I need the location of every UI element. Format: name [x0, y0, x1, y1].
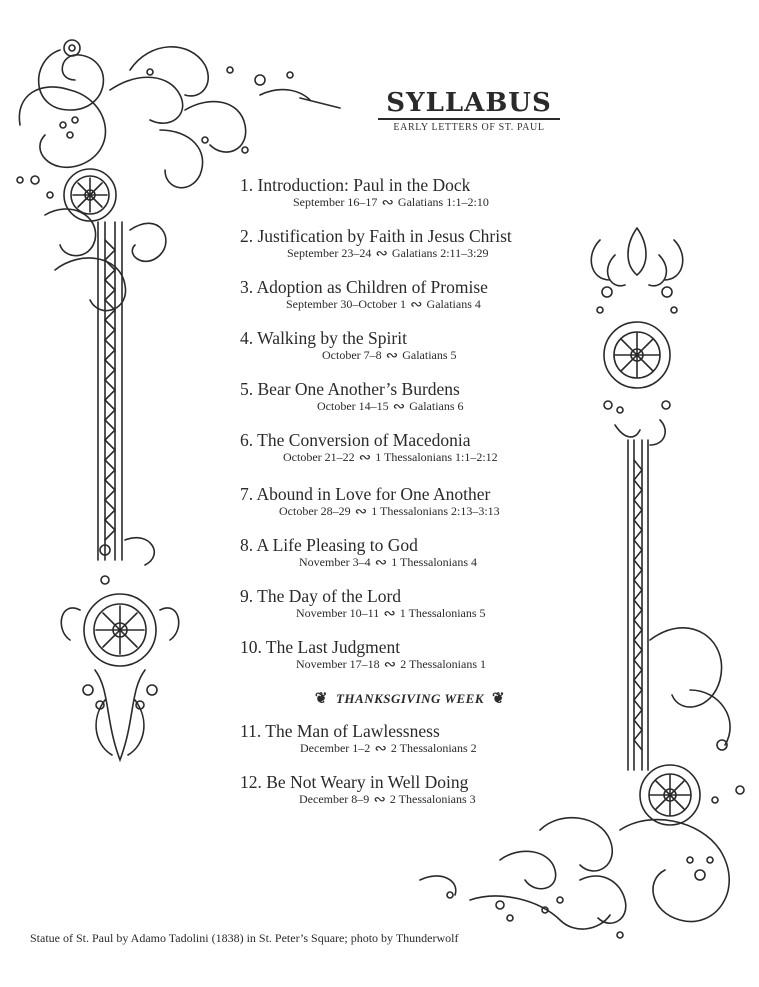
lesson-dates: September 16–17: [293, 195, 378, 209]
lesson-item: [240, 328, 540, 362]
lesson-item: [240, 277, 540, 311]
lesson-details: [240, 657, 540, 671]
lesson-title: 8. A Life Pleasing to God: [240, 535, 418, 555]
lesson-details: [240, 450, 540, 464]
fleuron-left-icon: ❦: [314, 691, 328, 707]
swash-divider-icon: ∾: [381, 195, 394, 211]
break-label: THANKSGIVING WEEK: [335, 691, 485, 706]
lesson-reading: 1 Thessalonians 2:13–3:13: [371, 504, 500, 518]
lesson-item: [240, 430, 540, 464]
lesson-reading: Galatians 6: [409, 399, 464, 413]
lesson-reading: Galatians 1:1–2:10: [397, 195, 489, 209]
swash-divider-icon: ∾: [385, 348, 399, 364]
lesson-dates: November 10–11: [296, 606, 380, 620]
lesson-title: 12. Be Not Weary in Well Doing: [240, 772, 469, 792]
lesson-details: [240, 792, 540, 806]
thanksgiving-break: [290, 689, 530, 708]
lesson-details: [240, 555, 540, 569]
lesson-title: 1. Introduction: Paul in the Dock: [240, 175, 471, 195]
lesson-reading: 2 Thessalonians 3: [389, 792, 476, 806]
lesson-item: [240, 484, 540, 518]
lesson-details: [240, 246, 540, 260]
swash-divider-icon: ∾: [374, 741, 387, 757]
right-top-finial: [591, 228, 682, 313]
lesson-dates: October 21–22: [283, 450, 355, 464]
lesson-title: 7. Abound in Love for One Another: [240, 484, 491, 504]
lesson-title: 3. Adoption as Children of Promise: [240, 277, 488, 297]
swash-divider-icon: ∾: [392, 399, 406, 415]
lesson-item: [240, 721, 540, 755]
lesson-details: [240, 399, 540, 413]
lesson-item: [240, 772, 540, 806]
lesson-item: [240, 226, 540, 260]
lesson-details: [240, 504, 540, 518]
lesson-title: 10. The Last Judgment: [240, 637, 401, 657]
lesson-dates: November 3–4: [299, 555, 371, 569]
lesson-details: [240, 741, 540, 755]
lesson-item: [240, 586, 540, 620]
lesson-item: [240, 637, 540, 671]
lesson-dates: December 1–2: [300, 741, 371, 755]
fleuron-right-icon: ❦: [492, 691, 506, 707]
lesson-dates: November 17–18: [296, 657, 380, 671]
swash-divider-icon: ∾: [409, 297, 423, 313]
swash-divider-icon: ∾: [383, 606, 396, 622]
right-top-medallion: [604, 322, 670, 445]
photo-caption: Statue of St. Paul by Adamo Tadolini (1838) in St. Peter’s Square; photo by Thunderwolf: [30, 931, 459, 945]
lesson-dates: September 30–October 1: [286, 297, 406, 311]
lesson-item: [240, 379, 540, 413]
lesson-reading: 1 Thessalonians 1:1–2:12: [375, 450, 498, 464]
swash-divider-icon: ∾: [375, 246, 388, 262]
lesson-title: 2. Justification by Faith in Jesus Christ: [240, 226, 512, 246]
lesson-dates: October 28–29: [279, 504, 351, 518]
swash-divider-icon: ∾: [354, 504, 368, 520]
page-subtitle: EARLY LETTERS OF ST. PAUL: [393, 122, 545, 133]
lesson-reading: 1 Thessalonians 4: [391, 555, 478, 569]
bottom-right-flourish: [420, 818, 729, 938]
lesson-dates: December 8–9: [299, 792, 370, 806]
left-column-bar: [98, 222, 154, 584]
lesson-dates: October 7–8: [322, 348, 382, 362]
lesson-reading: 1 Thessalonians 5: [399, 606, 486, 620]
swash-divider-icon: ∾: [358, 450, 372, 466]
lesson-reading: 2 Thessalonians 2: [390, 741, 477, 755]
lesson-details: [240, 348, 540, 362]
lesson-details: [240, 606, 540, 620]
lesson-reading: Galatians 5: [402, 348, 457, 362]
lesson-details: [240, 195, 540, 209]
swash-divider-icon: ∾: [374, 555, 388, 571]
lesson-reading: Galatians 4: [426, 297, 481, 311]
lesson-title: 6. The Conversion of Macedonia: [240, 430, 471, 450]
lesson-title: 9. The Day of the Lord: [240, 586, 402, 606]
lesson-dates: September 23–24: [287, 246, 372, 260]
bottom-right-scroll-ornament: [650, 628, 744, 803]
lesson-title: 5. Bear One Another’s Burdens: [240, 379, 460, 399]
lesson-dates: October 14–15: [317, 399, 389, 413]
swash-divider-icon: ∾: [373, 792, 386, 808]
page-title: SYLLABUS: [378, 88, 560, 120]
left-lower-medallion: [61, 594, 178, 760]
lesson-reading: Galatians 2:11–3:29: [391, 246, 489, 260]
right-column-bar: [628, 440, 648, 770]
swash-divider-icon: ∾: [383, 657, 397, 673]
lesson-title: 11. The Man of Lawlessness: [240, 721, 440, 741]
lesson-item: [240, 535, 540, 569]
top-left-medallion: [64, 169, 116, 221]
syllabus-header: [378, 88, 560, 134]
lesson-item: [240, 175, 540, 209]
lesson-details: [240, 297, 540, 311]
lesson-title: 4. Walking by the Spirit: [240, 328, 407, 348]
bottom-right-medallion: [640, 765, 700, 825]
lesson-reading: 2 Thessalonians 1: [400, 657, 487, 671]
